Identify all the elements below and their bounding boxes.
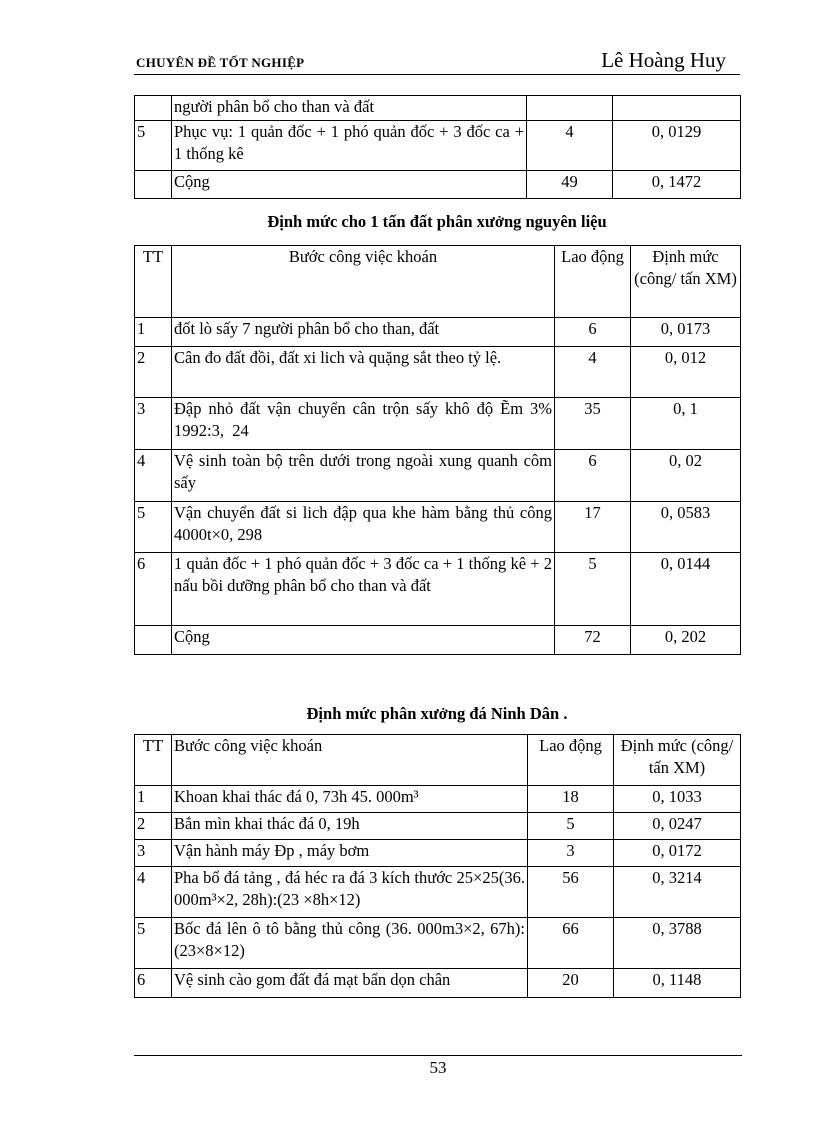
desc-cell: Khoan khai thác đá 0, 73h 45. 000m³ <box>172 786 528 813</box>
labor-cell: 20 <box>528 969 614 998</box>
tt-cell: 1 <box>135 786 172 813</box>
labor-cell: 35 <box>555 398 631 450</box>
table-row <box>135 318 741 347</box>
table-header-row <box>135 246 741 318</box>
labor-cell: 17 <box>555 502 631 553</box>
table-row <box>135 347 741 398</box>
norm-cell <box>613 96 741 121</box>
tt-cell: 2 <box>135 347 172 398</box>
desc-cell: Bốc đá lên ô tô bằng thủ công (36. 000m3×2, 67h):(23×8×12) <box>172 918 528 969</box>
column-header-task: Bước công việc khoán <box>172 246 555 318</box>
table-row <box>135 786 741 813</box>
tt-cell: 4 <box>135 450 172 502</box>
labor-cell: 66 <box>528 918 614 969</box>
table-header-row <box>135 735 741 786</box>
norm-cell: 0, 1148 <box>614 969 741 998</box>
norm-cell: 0, 0173 <box>631 318 741 347</box>
norm-cell: 0, 202 <box>631 626 741 655</box>
desc-cell: Vận chuyển đất si lich đập qua khe hàm bằng thủ công 4000t×0, 298 <box>172 502 555 553</box>
norm-cell: 0, 1033 <box>614 786 741 813</box>
tt-cell: 3 <box>135 398 172 450</box>
desc-cell: Vệ sinh toàn bộ trên dưới trong ngoài xung quanh côm sấy <box>172 450 555 502</box>
column-header-labor: Lao động <box>555 246 631 318</box>
table-row <box>135 398 741 450</box>
norm-cell: 0, 0172 <box>614 840 741 867</box>
norm-cell: 0, 1472 <box>613 171 741 199</box>
column-header-tt: TT <box>135 246 172 318</box>
author-name: Lê Hoàng Huy <box>601 48 726 72</box>
table-row <box>135 171 741 199</box>
tt-cell: 5 <box>135 502 172 553</box>
tt-cell: 6 <box>135 969 172 998</box>
table-row <box>135 502 741 553</box>
desc-cell: Vận hành máy Đp , máy bơm <box>172 840 528 867</box>
labor-cell: 4 <box>555 347 631 398</box>
clay-workshop-norm-table <box>134 245 741 655</box>
table-row <box>135 121 741 171</box>
tt-cell: 6 <box>135 553 172 626</box>
tt-cell <box>135 171 172 199</box>
column-header-norm: Định mức (công/ tấn XM) <box>614 735 741 786</box>
table-row <box>135 840 741 867</box>
labor-cell: 4 <box>527 121 613 171</box>
desc-cell: Đập nhỏ đất vận chuyển cân trộn sấy khô độ Ẽm 3% 1992:3, 24 <box>172 398 555 450</box>
norm-cell: 0, 0129 <box>613 121 741 171</box>
tt-cell <box>135 96 172 121</box>
table-row <box>135 626 741 655</box>
labor-cell <box>527 96 613 121</box>
desc-cell: Phục vụ: 1 quản đốc + 1 phó quản đốc + 3 đốc ca + 1 thống kê <box>172 121 527 171</box>
labor-cell: 6 <box>555 318 631 347</box>
norm-cell: 0, 3214 <box>614 867 741 918</box>
desc-cell: người phân bổ cho than và đất <box>172 96 527 121</box>
table-row <box>135 969 741 998</box>
document-title: CHUYÊN ĐỀ TỐT NGHIỆP <box>136 55 305 70</box>
stone-workshop-norm-table <box>134 734 741 998</box>
labor-cell: 3 <box>528 840 614 867</box>
tt-cell: 2 <box>135 813 172 840</box>
labor-cell: 49 <box>527 171 613 199</box>
table-row <box>135 918 741 969</box>
tt-cell: 4 <box>135 867 172 918</box>
norm-cell: 0, 1 <box>631 398 741 450</box>
labor-cell: 5 <box>528 813 614 840</box>
norm-cell: 0, 02 <box>631 450 741 502</box>
desc-cell: Bắn mìn khai thác đá 0, 19h <box>172 813 528 840</box>
page-number: 53 <box>429 1058 447 1077</box>
column-header-tt: TT <box>135 735 172 786</box>
tt-cell: 3 <box>135 840 172 867</box>
table-row <box>135 450 741 502</box>
column-header-labor: Lao động <box>528 735 614 786</box>
norm-cell: 0, 3788 <box>614 918 741 969</box>
table-row <box>135 867 741 918</box>
tt-cell <box>135 626 172 655</box>
labor-cell: 5 <box>555 553 631 626</box>
norm-cell: 0, 0144 <box>631 553 741 626</box>
desc-cell: Cộng <box>172 171 527 199</box>
desc-cell: 1 quản đốc + 1 phó quản đốc + 3 đốc ca + 1 thống kê + 2 nấu bồi dưỡng phân bổ cho than và đất <box>172 553 555 626</box>
tt-cell: 1 <box>135 318 172 347</box>
column-header-norm: Định mức (công/ tấn XM) <box>631 246 741 318</box>
column-header-task: Bước công việc khoán <box>172 735 528 786</box>
desc-cell: Vệ sinh cào gom đất đá mạt bẩn dọn chân <box>172 969 528 998</box>
table-caption: Định mức phân xưởng đá Ninh Dân . <box>306 704 568 723</box>
labor-cell: 56 <box>528 867 614 918</box>
tt-cell: 5 <box>135 121 172 171</box>
table-row <box>135 96 741 121</box>
table-row <box>135 813 741 840</box>
table-row <box>135 553 741 626</box>
page-header <box>134 48 740 75</box>
footer-divider <box>134 1055 742 1056</box>
labor-cell: 6 <box>555 450 631 502</box>
norm-cell: 0, 0247 <box>614 813 741 840</box>
desc-cell: đốt lò sấy 7 người phân bổ cho than, đất <box>172 318 555 347</box>
norm-cell: 0, 0583 <box>631 502 741 553</box>
desc-cell: Cộng <box>172 626 555 655</box>
continuation-table <box>134 95 741 199</box>
labor-cell: 18 <box>528 786 614 813</box>
desc-cell: Cân đo đất đồi, đất xi lich và quặng sắt theo tỷ lệ. <box>172 347 555 398</box>
norm-cell: 0, 012 <box>631 347 741 398</box>
tt-cell: 5 <box>135 918 172 969</box>
labor-cell: 72 <box>555 626 631 655</box>
desc-cell: Pha bổ đá tảng , đá héc ra đá 3 kích thước 25×25(36. 000m³×2, 28h):(23 ×8h×12) <box>172 867 528 918</box>
table-caption: Định mức cho 1 tấn đất phân xưởng nguyên liệu <box>267 212 607 231</box>
